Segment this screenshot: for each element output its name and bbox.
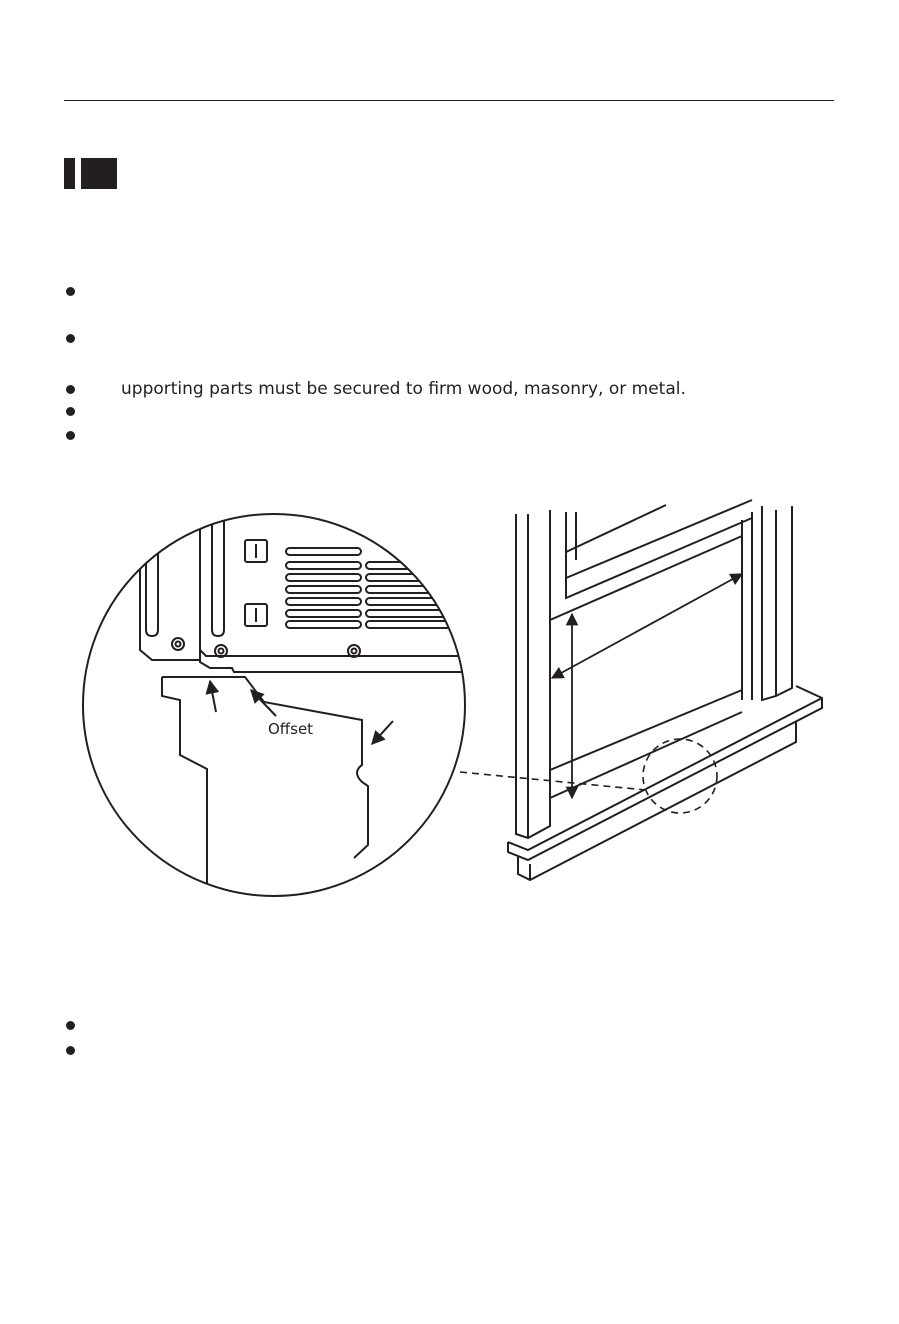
- window-frame: [508, 500, 822, 880]
- bullet-text-3: upporting parts must be secured to firm wood, masonry, or metal.: [121, 379, 686, 399]
- detail-magnifier: [83, 514, 470, 900]
- offset-label: Offset: [268, 720, 314, 738]
- bullet-dot: [66, 1046, 75, 1055]
- bullet-dot: [66, 1021, 75, 1030]
